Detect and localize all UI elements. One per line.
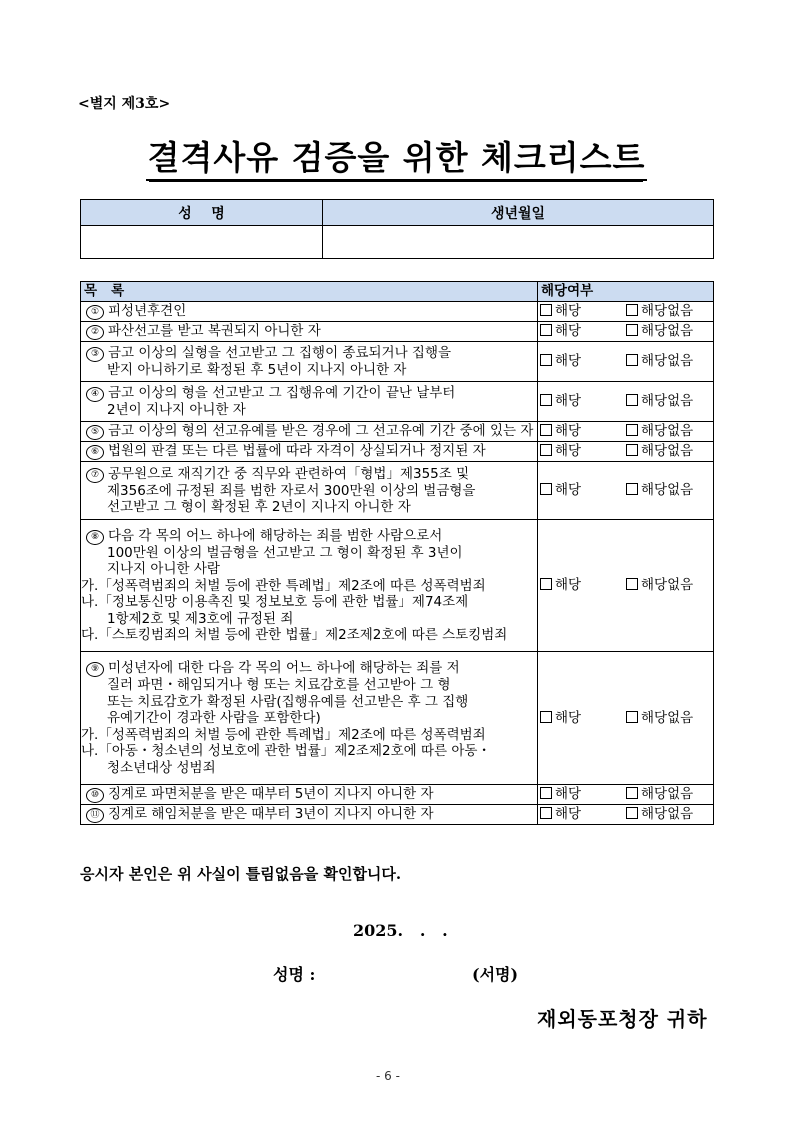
- page-title-text: 결격사유 검증을 위한 체크리스트: [146, 138, 648, 181]
- applies-yes-option[interactable]: [540, 806, 626, 823]
- signature-label: 성명 :: [273, 965, 316, 984]
- checkbox-label: 해당: [555, 577, 582, 594]
- item-number: ①: [86, 305, 104, 320]
- applies-no-option[interactable]: [626, 353, 693, 370]
- checkbox-label: 해당없음: [641, 423, 694, 440]
- attachment-label: <별지 제3호>: [78, 96, 171, 112]
- checkbox[interactable]: [626, 787, 638, 799]
- checkbox[interactable]: [540, 304, 552, 316]
- item-line: 공무원으로 재직기간 중 직무와 관련하여「형법」제355조 및: [108, 465, 470, 482]
- checkbox-label: 해당없음: [641, 443, 694, 460]
- applies-options: [538, 322, 714, 342]
- checkbox-label: 해당없음: [641, 323, 694, 340]
- checklist-row: [81, 382, 714, 422]
- applies-yes-option[interactable]: [540, 786, 626, 803]
- checkbox[interactable]: [540, 394, 552, 406]
- applies-column-header: 해당여부: [538, 282, 714, 302]
- applies-no-option[interactable]: [626, 443, 693, 460]
- applies-yes-option[interactable]: [540, 423, 626, 440]
- applies-no-option[interactable]: [626, 786, 693, 803]
- item-line: 금고 이상의 형의 선고유예를 받은 경우에 그 선고유예 기간 중에 있는 자: [108, 423, 534, 439]
- checkbox-label: 해당: [555, 786, 582, 803]
- applies-no-option[interactable]: [626, 303, 693, 320]
- item-number: ⑦: [86, 468, 104, 483]
- checklist-item-text: [81, 342, 538, 382]
- checkbox[interactable]: [626, 807, 638, 819]
- checkbox-label: 해당없음: [641, 482, 694, 499]
- applies-yes-option[interactable]: [540, 482, 626, 499]
- checklist-item-text: [81, 652, 538, 785]
- title-underline: [149, 181, 643, 182]
- checkbox-label: 해당: [555, 709, 582, 726]
- item-number: ⑥: [86, 445, 104, 460]
- signature-mark: (서명): [472, 965, 519, 984]
- checklist-row: [81, 422, 714, 442]
- applies-yes-option[interactable]: [540, 303, 626, 320]
- sub-item-line: 청소년대상 성범죄: [107, 759, 216, 776]
- checklist-row: [81, 342, 714, 382]
- item-number: ⑧: [86, 530, 104, 545]
- applies-yes-option[interactable]: [540, 577, 626, 594]
- item-number: ⑨: [86, 662, 104, 677]
- page-number: - 6 -: [376, 1069, 400, 1083]
- checklist-row: [81, 520, 714, 652]
- item-line: 선고받고 그 형이 확정된 후 2년이 지나지 아니한 자: [107, 499, 411, 515]
- checkbox-label: 해당없음: [641, 353, 694, 370]
- checkbox[interactable]: [540, 444, 552, 456]
- applies-yes-option[interactable]: [540, 393, 626, 410]
- checkbox[interactable]: [540, 578, 552, 590]
- applicant-info-table: [80, 199, 714, 259]
- checkbox[interactable]: [540, 711, 552, 723]
- checkbox[interactable]: [626, 394, 638, 406]
- disqualification-checklist: [80, 281, 714, 825]
- checkbox[interactable]: [626, 424, 638, 436]
- applies-options: [538, 462, 714, 520]
- checkbox-label: 해당: [555, 323, 582, 340]
- applies-no-option[interactable]: [626, 710, 693, 727]
- applies-options: [538, 785, 714, 805]
- checkbox-label: 해당: [555, 423, 582, 440]
- name-header: 성 명: [81, 200, 323, 226]
- applies-options: [538, 422, 714, 442]
- sub-item-line: 1항제2호 및 제3호에 규정된 죄: [107, 610, 294, 627]
- date-line: 2025. . .: [353, 921, 448, 940]
- applies-no-option[interactable]: [626, 482, 693, 499]
- item-line: 파산선고를 받고 복권되지 아니한 자: [108, 323, 321, 339]
- checkbox[interactable]: [626, 578, 638, 590]
- item-line: 징계로 해임처분을 받은 때부터 3년이 지나지 아니한 자: [108, 806, 434, 822]
- applies-options: [538, 302, 714, 322]
- page-title: [80, 132, 713, 179]
- sub-item-line: 다.「스토킹범죄의 처벌 등에 관한 법률」제2조제2호에 따른 스토킹범죄: [81, 627, 508, 643]
- item-line: 질러 파면・해임되거나 형 또는 치료감호를 선고받아 그 형: [107, 677, 451, 693]
- checklist-item-text: [81, 382, 538, 422]
- item-line: 제356조에 규정된 죄를 범한 자로서 300만원 이상의 벌금형을: [107, 482, 476, 499]
- checkbox-label: 해당: [555, 482, 582, 499]
- item-line: 피성년후견인: [108, 303, 187, 319]
- checklist-item-text: [81, 322, 538, 342]
- checkbox[interactable]: [540, 807, 552, 819]
- sub-item-line: 가.「성폭력범죄의 처벌 등에 관한 특례법」제2조에 따른 성폭력범죄: [81, 577, 486, 594]
- checkbox-label: 해당: [555, 353, 582, 370]
- checklist-item-text: [81, 462, 538, 520]
- item-line: 유예기간이 경과한 사람을 포함한다): [107, 710, 321, 726]
- checklist-item-text: [81, 422, 538, 442]
- checklist-item-text: [81, 302, 538, 322]
- checklist-item-text: [81, 520, 538, 652]
- item-number: ④: [86, 387, 104, 402]
- item-number: ⑤: [86, 425, 104, 440]
- item-line: 금고 이상의 형을 선고받고 그 집행유예 기간이 끝난 날부터: [108, 384, 456, 401]
- applies-options: [538, 520, 714, 652]
- item-line: 징계로 파면처분을 받은 때부터 5년이 지나지 아니한 자: [108, 786, 434, 802]
- confirmation-statement: 응시자 본인은 위 사실이 틀림없음을 확인합니다.: [80, 865, 402, 883]
- birthdate-field[interactable]: [323, 226, 714, 259]
- item-number: ⑪: [86, 808, 104, 823]
- checkbox[interactable]: [540, 424, 552, 436]
- applies-yes-option[interactable]: [540, 443, 626, 460]
- addressee: 재외동포청장 귀하: [537, 1007, 708, 1031]
- checklist-row: [81, 442, 714, 462]
- checkbox[interactable]: [540, 483, 552, 495]
- checkbox[interactable]: [626, 354, 638, 366]
- applies-options: [538, 442, 714, 462]
- applies-no-option[interactable]: [626, 393, 693, 410]
- item-line: 또는 치료감호가 확정된 사람(집행유예를 선고받은 후 그 집행: [107, 693, 469, 710]
- checkbox[interactable]: [626, 304, 638, 316]
- item-line: 금고 이상의 실형을 선고받고 그 집행이 종료되거나 집행을: [108, 344, 452, 361]
- checklist-row: [81, 302, 714, 322]
- checklist-row: [81, 462, 714, 520]
- checkbox-label: 해당: [555, 443, 582, 460]
- checkbox-label: 해당없음: [641, 786, 694, 803]
- item-line: 100만원 이상의 벌금형을 선고받고 그 형이 확정된 후 3년이: [107, 544, 463, 561]
- checklist-row: [81, 805, 714, 825]
- checkbox[interactable]: [540, 324, 552, 336]
- checklist-item-text: [81, 805, 538, 825]
- checklist-row: [81, 322, 714, 342]
- applies-yes-option[interactable]: [540, 323, 626, 340]
- sub-item-line: 가.「성폭력범죄의 처벌 등에 관한 특례법」제2조에 따른 성폭력범죄: [81, 726, 486, 743]
- applies-options: [538, 382, 714, 422]
- applies-no-option[interactable]: [626, 423, 693, 440]
- name-field[interactable]: [81, 226, 323, 259]
- birthdate-header: 생년월일: [323, 200, 714, 226]
- item-line: 2년이 지나지 아니한 자: [107, 401, 246, 418]
- item-column-header: 목 록: [81, 282, 538, 302]
- item-line: 미성년자에 대한 다음 각 목의 어느 하나에 해당하는 죄를 저: [108, 660, 460, 676]
- applies-yes-option[interactable]: [540, 353, 626, 370]
- applies-yes-option[interactable]: [540, 710, 626, 727]
- item-number: ②: [86, 325, 104, 340]
- sub-item-line: 나.「정보통신망 이용촉진 및 정보보호 등에 관한 법률」제74조제: [81, 594, 469, 610]
- item-number: ⑩: [86, 788, 104, 803]
- applies-options: [538, 342, 714, 382]
- sub-item-line: 나.「아동・청소년의 성보호에 관한 법률」제2조제2호에 따른 아동・: [81, 743, 491, 759]
- checkbox-label: 해당없음: [641, 303, 694, 320]
- checkbox[interactable]: [626, 483, 638, 495]
- checkbox-label: 해당없음: [641, 393, 694, 410]
- checkbox[interactable]: [540, 787, 552, 799]
- applies-no-option[interactable]: [626, 323, 693, 340]
- checkbox[interactable]: [626, 444, 638, 456]
- checklist-row: [81, 785, 714, 805]
- item-line: 받지 아니하기로 확정된 후 5년이 지나지 아니한 자: [107, 361, 407, 378]
- item-line: 법원의 판결 또는 다른 법률에 따라 자격이 상실되거나 정지된 자: [108, 443, 486, 459]
- applies-no-option[interactable]: [626, 806, 693, 823]
- checklist-item-text: [81, 442, 538, 462]
- item-line: 지나지 아니한 사람: [107, 561, 220, 577]
- checkbox[interactable]: [626, 711, 638, 723]
- checklist-item-text: [81, 785, 538, 805]
- checkbox-label: 해당: [555, 303, 582, 320]
- checklist-row: [81, 652, 714, 785]
- checkbox[interactable]: [626, 324, 638, 336]
- checkbox-label: 해당없음: [641, 577, 694, 594]
- checkbox-label: 해당: [555, 393, 582, 410]
- checkbox-label: 해당: [555, 806, 582, 823]
- checkbox-label: 해당없음: [641, 709, 694, 726]
- item-line: 다음 각 목의 어느 하나에 해당하는 죄를 범한 사람으로서: [108, 527, 443, 544]
- item-number: ③: [86, 347, 104, 362]
- checkbox-label: 해당없음: [641, 806, 694, 823]
- applies-no-option[interactable]: [626, 577, 693, 594]
- applies-options: [538, 805, 714, 825]
- applies-options: [538, 652, 714, 785]
- checkbox[interactable]: [540, 354, 552, 366]
